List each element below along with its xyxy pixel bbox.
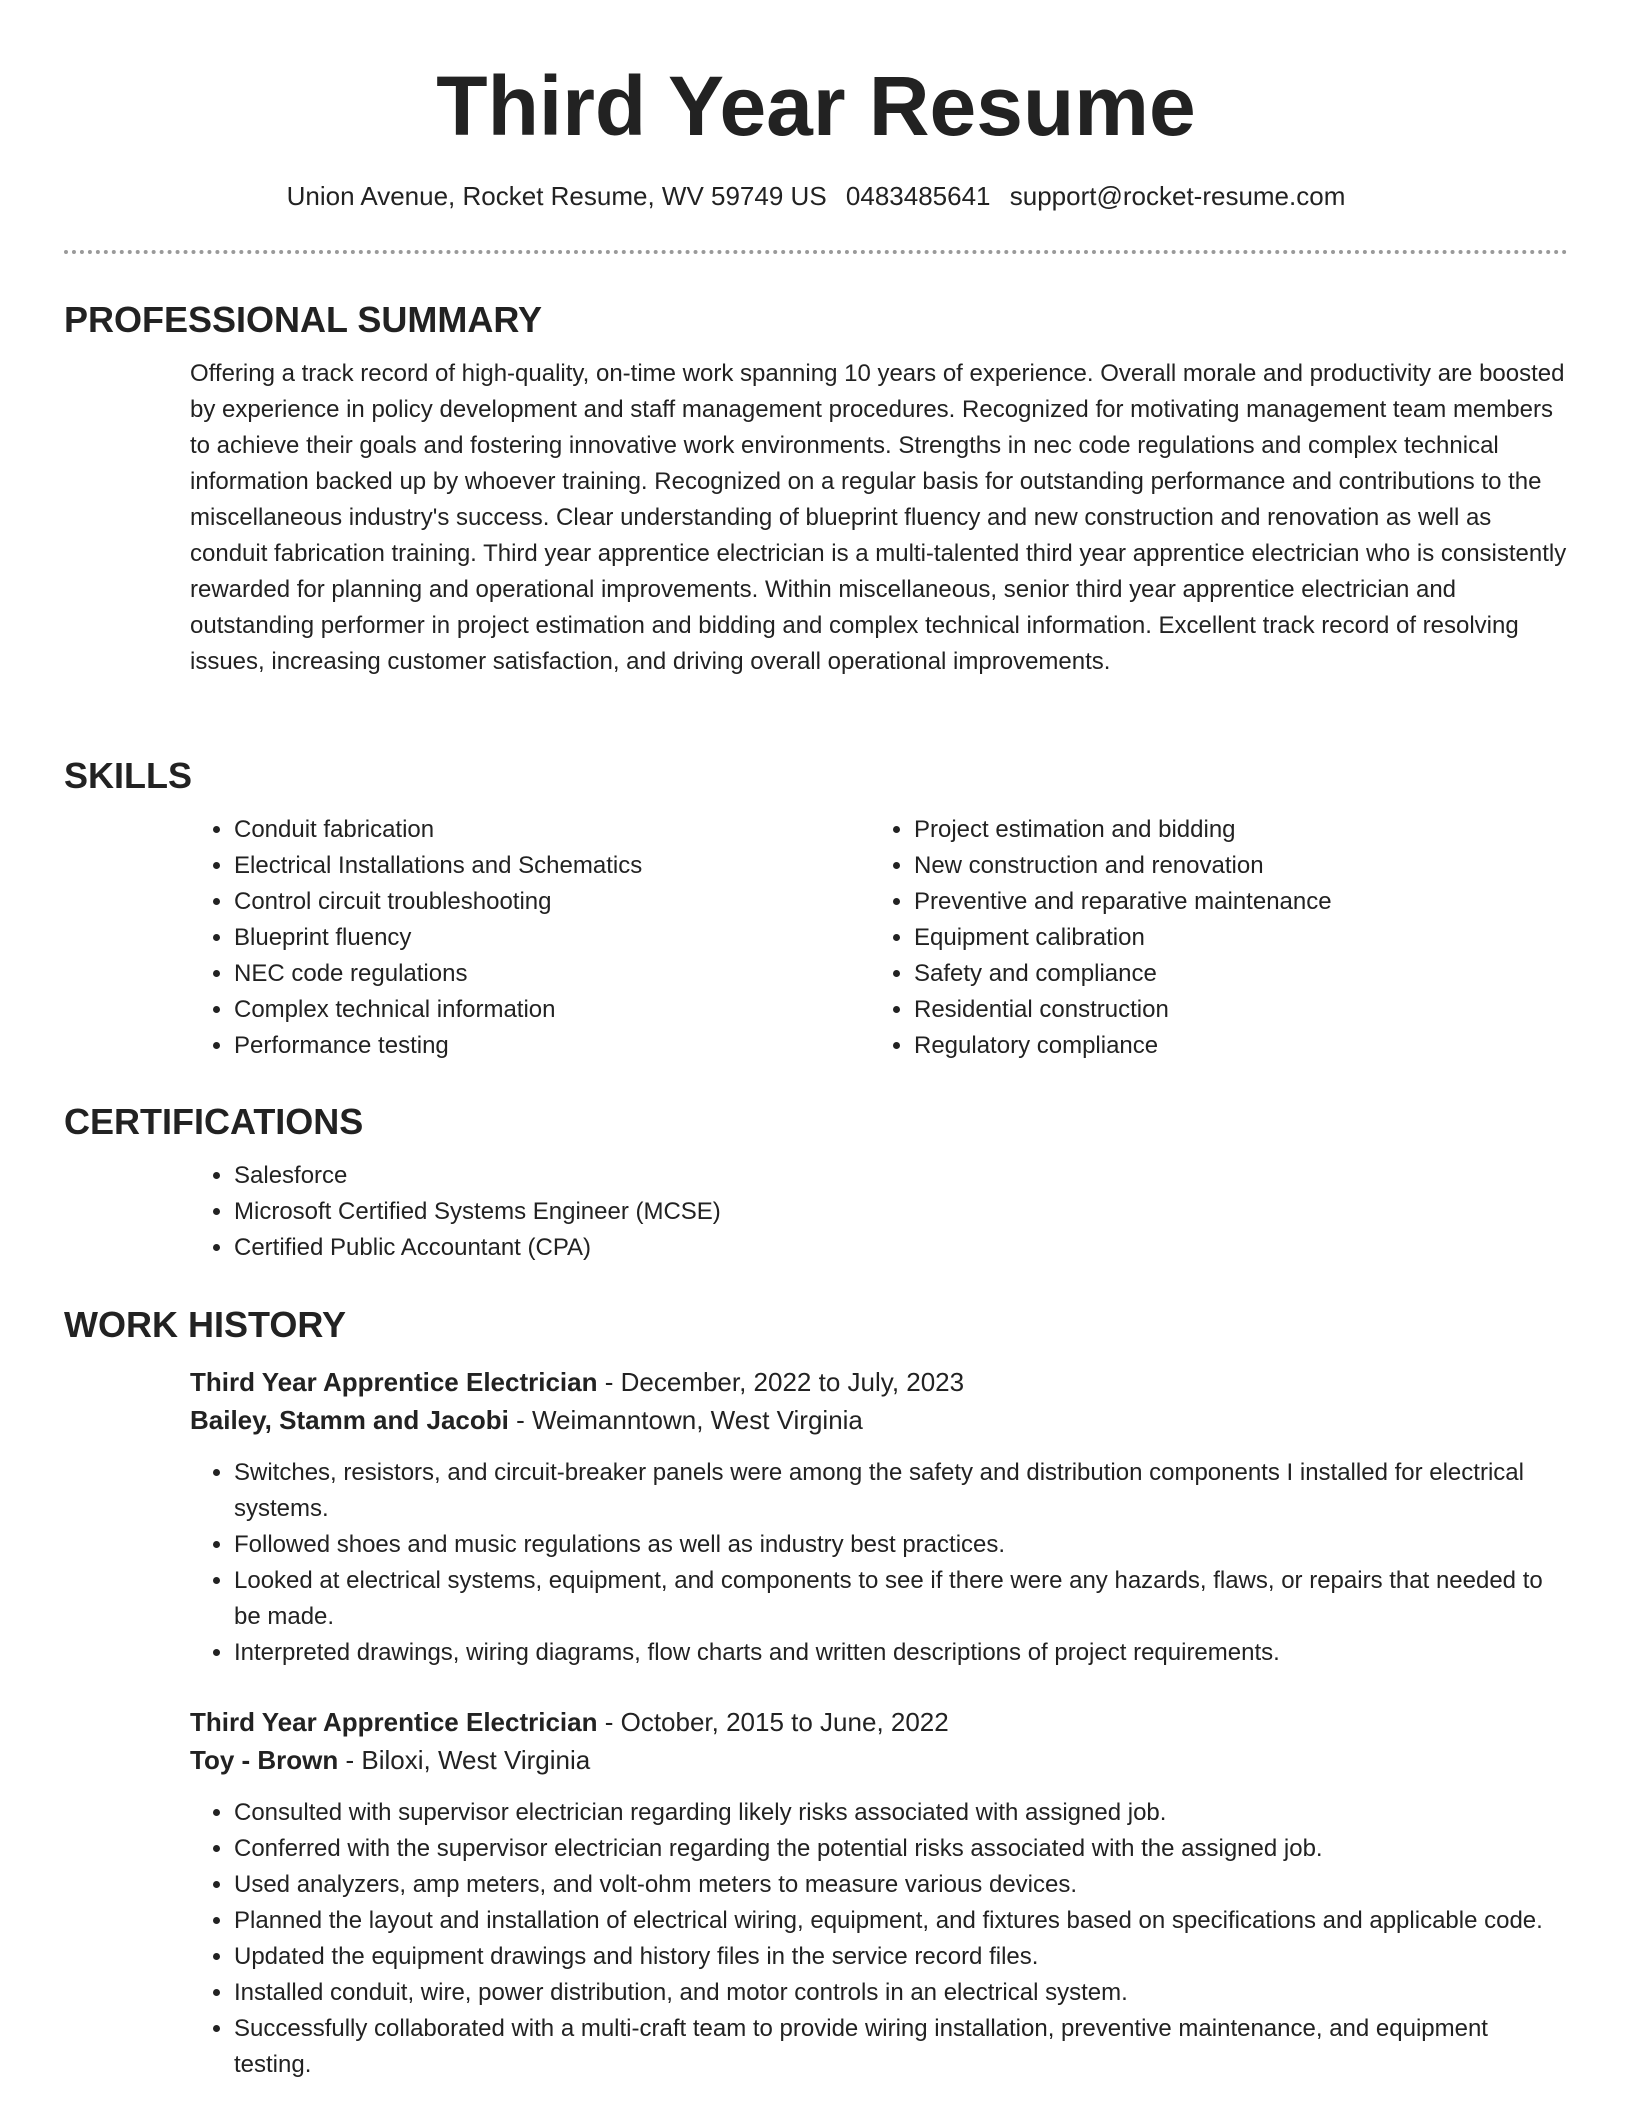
- skills-heading: SKILLS: [64, 755, 193, 796]
- job-bullet: • Used analyzers, amp meters, and volt-ohm meters to measure various devices.: [234, 1867, 1568, 1903]
- summary-text: Offering a track record of high-quality, on-time work spanning 10 years of experience. Overall morale and productivity are boosted by experience in policy development and staff management procedures. Recognized for motivating management team members to achieve their goals and fostering innovative work environments. Strengths in nec code regulations and complex technical information backed up by whoever training. Recognized on a regular basis for outstanding performance and contributions to the miscellaneous industry's success. Clear understanding of blueprint fluency and new construction and renovation as well as conduit fabrication training. Third year apprentice electrician is a multi-talented third year apprentice electrician who is consistently rewarded for planning and operational improvements. Within miscellaneous, senior third year apprentice electrician and outstanding performer in project estimation and bidding and complex technical information. Excellent track record of resolving issues, increasing customer satisfaction, and driving overall operational improvements.: [190, 360, 1567, 675]
- skill-item: • Control circuit troubleshooting: [234, 884, 870, 920]
- job-bullet: • Successfully collaborated with a multi-craft team to provide wiring installation, preventive maintenance, and equipment testing.: [234, 2011, 1568, 2083]
- job-bullet: • Planned the layout and installation of electrical wiring, equipment, and fixtures based on specifications and applicable code.: [234, 1903, 1568, 1939]
- job-bullet: • Installed conduit, wire, power distribution, and motor controls in an electrical system.: [234, 1975, 1568, 2011]
- company-line: [190, 1741, 1568, 1779]
- contact-address: Union Avenue, Rocket Resume, WV 59749 US: [286, 181, 827, 211]
- skill-item: • Electrical Installations and Schematics: [234, 848, 870, 884]
- job-title-line: [190, 1363, 1568, 1401]
- skill-item: • Safety and compliance: [914, 956, 1550, 992]
- company-name: Toy - Brown: [190, 1745, 339, 1775]
- skill-item: • NEC code regulations: [234, 956, 870, 992]
- job-dates: - October, 2015 to June, 2022: [597, 1707, 949, 1737]
- resume-name: Third Year Resume: [436, 59, 1196, 153]
- contact-phone: 0483485641: [845, 181, 991, 211]
- skills-column-left: [190, 812, 870, 1064]
- certification-item: • Salesforce: [234, 1158, 1568, 1194]
- skill-item: • Conduit fabrication: [234, 812, 870, 848]
- work-history-section: [64, 1303, 1568, 2083]
- job-bullet: • Switches, resistors, and circuit-breaker panels were among the safety and distribution components I installed for electrical systems.: [234, 1455, 1568, 1527]
- company-location: - Biloxi, West Virginia: [338, 1745, 591, 1775]
- contact-line: [64, 180, 1568, 212]
- job-entry: [190, 1363, 1568, 1671]
- certifications-heading: CERTIFICATIONS: [64, 1101, 364, 1142]
- skill-item: • Preventive and reparative maintenance: [914, 884, 1550, 920]
- skill-item: • Complex technical information: [234, 992, 870, 1028]
- contact-email: support@rocket-resume.com: [1009, 181, 1346, 211]
- skill-item: • Equipment calibration: [914, 920, 1550, 956]
- skill-item: • Regulatory compliance: [914, 1028, 1550, 1064]
- certification-item: • Certified Public Accountant (CPA): [234, 1230, 1568, 1266]
- skill-item: • Blueprint fluency: [234, 920, 870, 956]
- skills-column-right: [870, 812, 1550, 1064]
- job-bullet: • Interpreted drawings, wiring diagrams, flow charts and written descriptions of project requirements.: [234, 1635, 1568, 1671]
- skill-item: • Residential construction: [914, 992, 1550, 1028]
- job-bullet: • Followed shoes and music regulations as well as industry best practices.: [234, 1527, 1568, 1563]
- resume-page: [64, 0, 1568, 2078]
- job-title: Third Year Apprentice Electrician: [190, 1367, 598, 1397]
- job-bullet: • Conferred with the supervisor electrician regarding the potential risks associated with the assigned job.: [234, 1831, 1568, 1867]
- skill-item: • New construction and renovation: [914, 848, 1550, 884]
- skills-section: [64, 754, 1568, 1064]
- job-bullet: • Looked at electrical systems, equipment, and components to see if there were any hazards, flaws, or repairs that needed to be made.: [234, 1563, 1568, 1635]
- skill-item: • Project estimation and bidding: [914, 812, 1550, 848]
- certifications-section: [64, 1100, 1568, 1266]
- job-title-line: [190, 1703, 1568, 1741]
- job-title: Third Year Apprentice Electrician: [190, 1707, 598, 1737]
- job-entry: [190, 1703, 1568, 2083]
- skill-item: • Performance testing: [234, 1028, 870, 1064]
- header-divider: [64, 250, 1568, 254]
- company-line: [190, 1401, 1568, 1439]
- company-location: - Weimanntown, West Virginia: [508, 1405, 863, 1435]
- job-dates: - December, 2022 to July, 2023: [597, 1367, 965, 1397]
- company-name: Bailey, Stamm and Jacobi: [190, 1405, 509, 1435]
- certification-item: • Microsoft Certified Systems Engineer (MCSE): [234, 1194, 1568, 1230]
- work-history-heading: WORK HISTORY: [64, 1304, 347, 1345]
- summary-heading: PROFESSIONAL SUMMARY: [64, 299, 543, 340]
- job-bullet: • Consulted with supervisor electrician regarding likely risks associated with assigned job.: [234, 1795, 1568, 1831]
- skills-grid: [190, 812, 1568, 1064]
- job-bullet: • Updated the equipment drawings and history files in the service record files.: [234, 1939, 1568, 1975]
- summary-section: [64, 298, 1568, 680]
